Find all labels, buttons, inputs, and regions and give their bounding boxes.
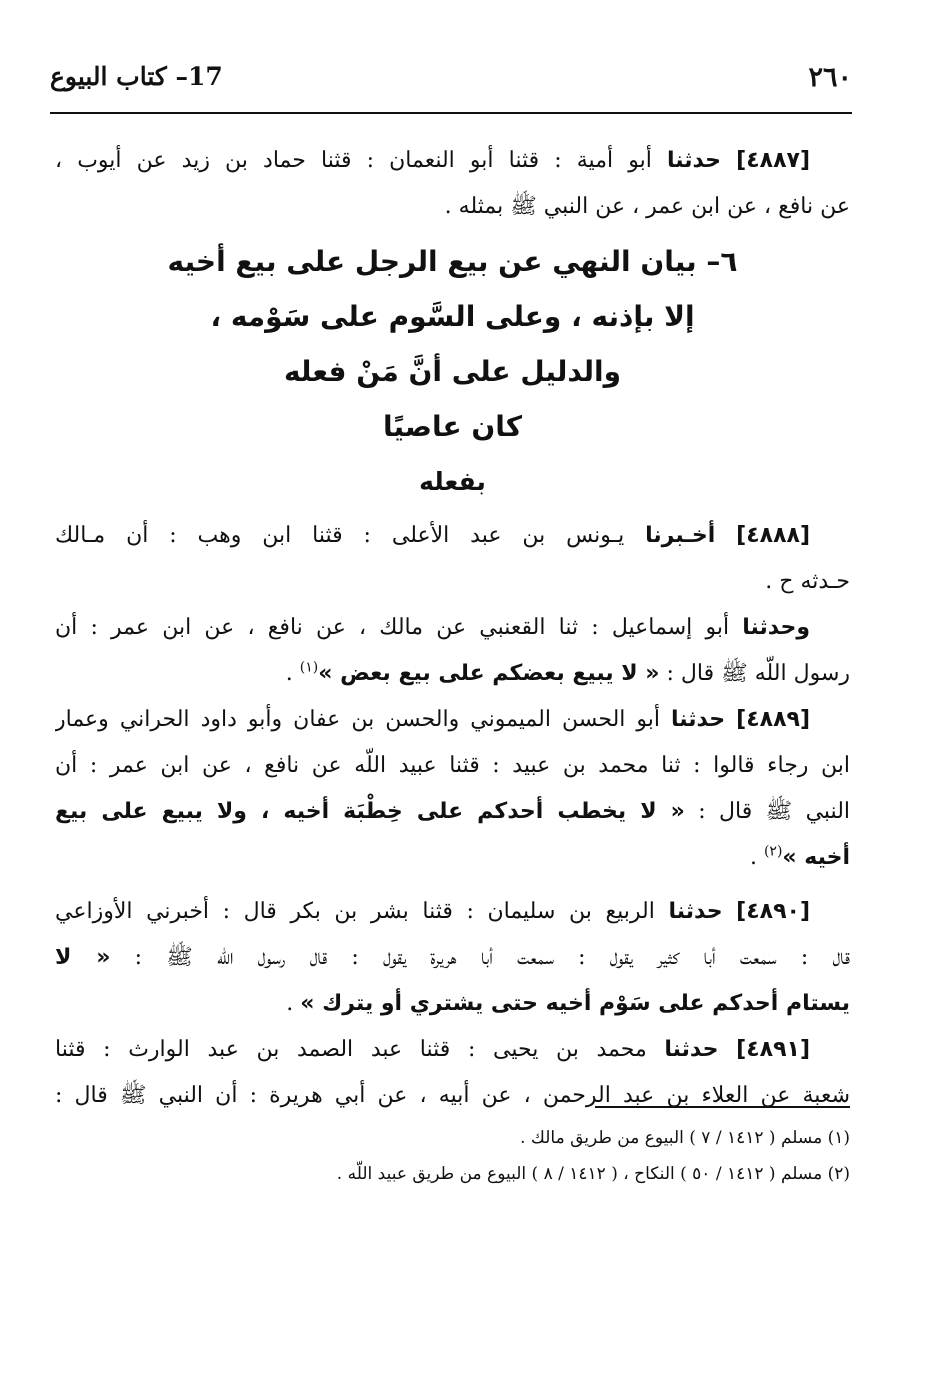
hadith-text: . bbox=[749, 845, 757, 870]
prophetic-quote: « لا يخطب أحدكم على خِطْبَة أخيه ، ولا يبيع على بيع bbox=[55, 799, 685, 824]
footnote-ref: (٢) bbox=[763, 843, 783, 860]
narration-lead: وحدثنا bbox=[742, 615, 810, 640]
hadith-4888 bbox=[55, 513, 850, 697]
chapter-heading-line: كان عاصيًا bbox=[382, 410, 523, 443]
narration-lead: حدثنا bbox=[671, 707, 726, 732]
hadith-4889 bbox=[55, 697, 850, 881]
narration-lead: حدثنا bbox=[664, 1037, 719, 1062]
page-number: ٢٦٠ bbox=[808, 62, 852, 93]
prophetic-quote: أخيه » bbox=[782, 845, 850, 870]
hadith-text: محمد بن يحيى : قثنا عبد الصمد بن عبد الوارث : قثنا bbox=[55, 1037, 647, 1062]
hadith-line bbox=[55, 981, 850, 1027]
hadith-line bbox=[55, 1027, 850, 1073]
hadith-line bbox=[55, 184, 850, 230]
hadith-number: [٤٨٨٩] bbox=[736, 707, 810, 732]
footnote-divider bbox=[595, 1106, 850, 1108]
spacer bbox=[55, 881, 850, 889]
footnote: (١) مسلم ( ١٤١٢ / ٧ ) البيوع من طريق مالك . bbox=[520, 1128, 850, 1148]
hadith-4890 bbox=[55, 889, 850, 1027]
footnote: (٢) مسلم ( ١٤١٢ / ٥٠ ) النكاح ، ( ١٤١٢ / ٨ ) البيوع من طريق عبيد اللّه . bbox=[336, 1164, 850, 1184]
hadith-line bbox=[55, 138, 850, 184]
hadith-text: رسول اللّه ﷺ قال : bbox=[666, 661, 850, 686]
hadith-text: حـدثه ح . bbox=[765, 569, 850, 594]
hadith-text: أبو إسماعيل : ثنا القعنبي عن مالك ، عن نافع ، عن ابن عمر : أن bbox=[55, 615, 730, 640]
chapter-heading bbox=[55, 234, 850, 509]
hadith-line bbox=[55, 889, 850, 935]
hadith-text: . bbox=[285, 661, 293, 686]
narration-lead: حدثنا bbox=[668, 899, 723, 924]
hadith-text: أبو أمية : قثنا أبو النعمان : قثنا حماد بن زيد عن أيوب ، bbox=[55, 148, 652, 173]
hadith-number: [٤٨٩٠] bbox=[736, 899, 810, 924]
hadith-line bbox=[55, 651, 850, 697]
hadith-line bbox=[55, 835, 850, 881]
hadith-line bbox=[55, 513, 850, 559]
hadith-text: قال : سمعت أبا كثير يقول : سمعت أبا هريرة يقول : قال رسول اللّه ﷺ : bbox=[134, 945, 850, 970]
page-body bbox=[55, 138, 850, 1119]
hadith-line bbox=[55, 605, 850, 651]
hadith-text: شعبة عن العلاء بن عبد الرحمن ، عن أبيه ، عن أبي هريرة : أن النبي ﷺ قال : bbox=[55, 1083, 850, 1108]
hadith-text: . bbox=[286, 991, 294, 1016]
hadith-line bbox=[55, 559, 850, 605]
footnotes bbox=[60, 1120, 850, 1192]
hadith-4887 bbox=[55, 138, 850, 230]
chapter-heading-line: ٦– بيان النهي عن بيع الرجل على بيع أخيه bbox=[167, 245, 738, 278]
hadith-number: [٤٨٨٧] bbox=[736, 148, 810, 173]
hadith-line bbox=[55, 697, 850, 743]
narration-lead: حدثنا bbox=[666, 148, 722, 173]
prophetic-quote: « لا bbox=[55, 945, 111, 970]
hadith-text: عن نافع ، عن ابن عمر ، عن النبي ﷺ بمثله . bbox=[444, 194, 850, 219]
hadith-line bbox=[55, 789, 850, 835]
hadith-text: أبو الحسن الميموني والحسن بن عفان وأبو داود الحراني وعمار bbox=[55, 707, 661, 732]
hadith-line bbox=[55, 743, 850, 789]
hadith-number: [٤٨٨٨] bbox=[736, 523, 811, 548]
prophetic-quote: يستام أحدكم على سَوْم أخيه حتى يشتري أو يترك » bbox=[300, 991, 850, 1016]
hadith-text: يـونس بن عبد الأعلى : قثنا ابن وهب : أن مـالك bbox=[55, 523, 625, 548]
hadith-text: ابن رجاء قالوا : ثنا محمد بن عبيد : قثنا عبيد اللّه عن نافع ، عن ابن عمر : أن bbox=[55, 753, 850, 778]
book-title: 17– كتاب البيوع bbox=[50, 62, 223, 91]
hadith-line bbox=[55, 1073, 850, 1119]
page-header bbox=[50, 62, 852, 102]
hadith-text: النبي ﷺ قال : bbox=[698, 799, 850, 824]
prophetic-quote: « لا يبيع بعضكم على بيع بعض » bbox=[318, 661, 660, 686]
hadith-text: الربيع بن سليمان : قثنا بشر بن بكر قال : أخبرني الأوزاعي bbox=[55, 899, 655, 924]
narration-lead: أخـبرنا bbox=[645, 523, 716, 548]
hadith-number: [٤٨٩١] bbox=[736, 1037, 811, 1062]
chapter-heading-line: بفعله bbox=[419, 467, 486, 496]
footnote-ref: (١) bbox=[299, 659, 319, 676]
header-divider bbox=[50, 112, 852, 114]
chapter-heading-line: والدليل على أنَّ مَنْ فعله bbox=[283, 355, 622, 388]
hadith-line bbox=[55, 935, 850, 981]
chapter-heading-line: إلا بإذنه ، وعلى السَّوم على سَوْمه ، bbox=[210, 300, 695, 333]
